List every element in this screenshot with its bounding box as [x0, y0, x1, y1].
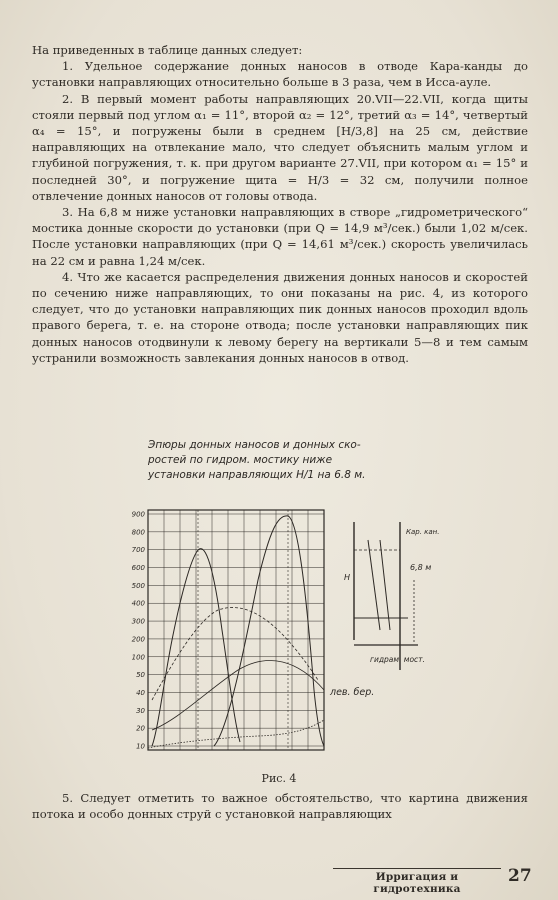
label-depth-h: H: [344, 573, 351, 582]
footer-rule: [333, 868, 501, 869]
sediment-curve-after: [214, 516, 324, 746]
paragraph-1: 1. Удельное содержание донных наносов в отводе Кара-канды до установки направляющих относительно больше в 3 раза, чем в Исса-ауле.: [32, 59, 528, 90]
label-bridge: гидрам. мост.: [370, 655, 425, 664]
plan-sketch: [344, 522, 439, 670]
figure-title-line-3: установки направляющих H/1 на 6.8 м.: [148, 469, 366, 481]
velocity-curve-after: [152, 660, 324, 730]
figure-4-diagram: [118, 430, 440, 770]
y-tick-label: 900: [131, 510, 145, 519]
y-tick-label: 20: [136, 724, 145, 733]
label-left-bank: лев. бер.: [330, 687, 375, 698]
y-tick-label: 800: [131, 528, 145, 537]
text-block-top: [32, 42, 528, 366]
y-tick-label: 100: [131, 653, 145, 662]
paragraph-intro: На приведенных в таблице данных следует:: [32, 43, 303, 57]
paragraph-5: 5. Следует отметить то важное обстоятельство, что картина движения потока и особо донных струй с установкой направляющих: [32, 791, 528, 822]
y-tick-label: 600: [131, 564, 145, 573]
y-tick-label: 300: [131, 617, 145, 626]
y-tick-label: 400: [131, 599, 145, 608]
running-footer: Ирригация и гидротехника: [373, 871, 461, 895]
label-canal: Кар. кан.: [406, 528, 440, 536]
figure-title-line-1: Эпюры донных наносов и донных ско-: [148, 439, 361, 451]
text-block-bottom: [32, 790, 528, 822]
paragraph-2: 2. В первый момент работы направляющих 20.VII—22.VII, когда щиты стояли первый под углом α₁ = 11°, второй α₂ = 12°, третий α₃ = 14°, четвертый α₄ = 15°, и погружены были в среднем [H/3,8] на 25 см, действие направляющих на отвлекание мало, что следует объяснить малым углом и глубиной погружения, т. к. при другом варианте 27.VII, при котором α₁ = 15° и последней 30°, и погружение щита = H/3 = 32 см, получили полное отвлечение донных наносов от головы отвода.: [32, 91, 528, 203]
y-tick-label: 200: [131, 635, 145, 644]
paragraph-4: 4. Что же касается распределения движения донных наносов и скоростей по сечению ниже направляющих, то они показаны на рис. 4, из которого следует, что до установки направляющих пик донных наносов проходил вдоль правого берега, т. е. на стороне отвода; после установки направляющих пик донных наносов отодвинули к левому берегу на вертикали 5—8 и тем самым устранили возможность завлекания донных наносов в отвод.: [32, 269, 528, 365]
figure-title-line-2: ростей по гидром. мостику ниже: [148, 454, 333, 466]
figure-caption: Рис. 4: [261, 772, 297, 785]
y-tick-label: 50: [136, 671, 145, 680]
y-tick-label: 40: [136, 688, 145, 697]
y-tick-label: 30: [136, 706, 145, 715]
y-tick-label: 500: [131, 581, 145, 590]
label-distance: 6,8 м: [410, 563, 432, 572]
y-tick-label: 700: [131, 546, 145, 555]
page-number: 27: [508, 866, 532, 886]
y-tick-label: 10: [136, 742, 145, 751]
paragraph-3: 3. На 6,8 м ниже установки направляющих в створе „гидрометрического“ мостика донные скорости до установки (при Q = 14,9 м³/сек.) были 1,02 м/сек. После установки направляющих (при Q = 14,61 м³/сек.) скорость увеличилась на 22 см и равна 1,24 м/сек.: [32, 205, 528, 268]
